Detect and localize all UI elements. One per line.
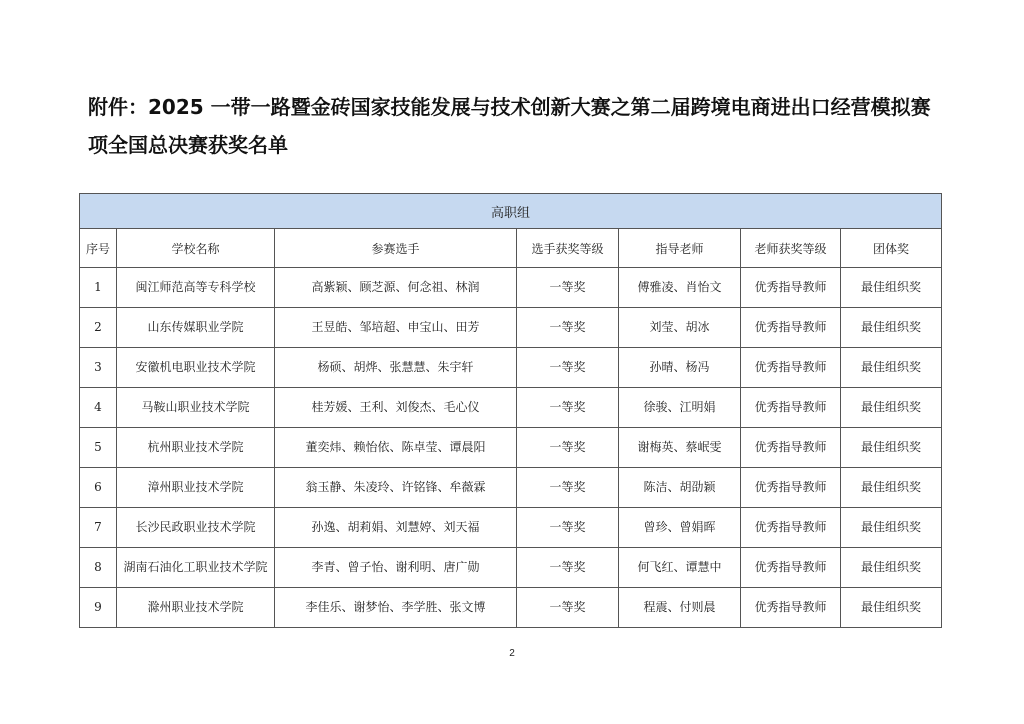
school-name: 长沙民政职业技术学院 bbox=[117, 508, 275, 548]
student-award: 一等奖 bbox=[517, 548, 619, 588]
student-award: 一等奖 bbox=[517, 308, 619, 348]
teacher-award: 优秀指导教师 bbox=[741, 308, 841, 348]
school-name: 湖南石油化工职业技术学院 bbox=[117, 548, 275, 588]
team-award: 最佳组织奖 bbox=[841, 268, 942, 308]
teachers: 陈洁、胡劭颖 bbox=[619, 468, 741, 508]
student-award: 一等奖 bbox=[517, 348, 619, 388]
teacher-award: 优秀指导教师 bbox=[741, 268, 841, 308]
student-award: 一等奖 bbox=[517, 508, 619, 548]
school-name: 山东传媒职业学院 bbox=[117, 308, 275, 348]
table-row bbox=[80, 588, 942, 628]
team-award: 最佳组织奖 bbox=[841, 388, 942, 428]
teachers: 孙晴、杨冯 bbox=[619, 348, 741, 388]
header-no: 序号 bbox=[80, 229, 117, 268]
students: 王昱皓、邹培超、申宝山、田芳 bbox=[275, 308, 517, 348]
row-number: 4 bbox=[80, 388, 117, 428]
column-header-row bbox=[80, 229, 942, 268]
team-award: 最佳组织奖 bbox=[841, 428, 942, 468]
teacher-award: 优秀指导教师 bbox=[741, 508, 841, 548]
table-row bbox=[80, 468, 942, 508]
student-award: 一等奖 bbox=[517, 388, 619, 428]
student-award: 一等奖 bbox=[517, 468, 619, 508]
teachers: 谢梅英、蔡岷雯 bbox=[619, 428, 741, 468]
row-number: 2 bbox=[80, 308, 117, 348]
table-row bbox=[80, 388, 942, 428]
students: 翁玉静、朱凌玲、许铭锋、牟薇霖 bbox=[275, 468, 517, 508]
team-award: 最佳组织奖 bbox=[841, 468, 942, 508]
student-award: 一等奖 bbox=[517, 428, 619, 468]
team-award: 最佳组织奖 bbox=[841, 588, 942, 628]
students: 杨硕、胡烨、张慧慧、朱宇轩 bbox=[275, 348, 517, 388]
header-teacher-award: 老师获奖等级 bbox=[741, 229, 841, 268]
students: 李青、曾子怡、谢利明、唐广勋 bbox=[275, 548, 517, 588]
table-row bbox=[80, 308, 942, 348]
page-number: 2 bbox=[509, 648, 515, 659]
school-name: 漳州职业技术学院 bbox=[117, 468, 275, 508]
teachers: 何飞红、谭慧中 bbox=[619, 548, 741, 588]
table-row bbox=[80, 428, 942, 468]
teacher-award: 优秀指导教师 bbox=[741, 388, 841, 428]
header-school: 学校名称 bbox=[117, 229, 275, 268]
teachers: 程震、付则晨 bbox=[619, 588, 741, 628]
table-row bbox=[80, 548, 942, 588]
teacher-award: 优秀指导教师 bbox=[741, 348, 841, 388]
table-row bbox=[80, 508, 942, 548]
school-name: 闽江师范高等专科学校 bbox=[117, 268, 275, 308]
teachers: 刘莹、胡冰 bbox=[619, 308, 741, 348]
team-award: 最佳组织奖 bbox=[841, 308, 942, 348]
school-name: 滁州职业技术学院 bbox=[117, 588, 275, 628]
team-award: 最佳组织奖 bbox=[841, 508, 942, 548]
students: 桂芳媛、王利、刘俊杰、毛心仪 bbox=[275, 388, 517, 428]
teacher-award: 优秀指导教师 bbox=[741, 548, 841, 588]
header-students: 参赛选手 bbox=[275, 229, 517, 268]
school-name: 杭州职业技术学院 bbox=[117, 428, 275, 468]
row-number: 1 bbox=[80, 268, 117, 308]
team-award: 最佳组织奖 bbox=[841, 548, 942, 588]
group-title: 高职组 bbox=[80, 194, 942, 229]
students: 孙逸、胡莉娟、刘慧婷、刘天福 bbox=[275, 508, 517, 548]
teachers: 曾珍、曾娟晖 bbox=[619, 508, 741, 548]
teacher-award: 优秀指导教师 bbox=[741, 588, 841, 628]
school-name: 马鞍山职业技术学院 bbox=[117, 388, 275, 428]
students: 高紫颖、顾芝源、何念祖、林润 bbox=[275, 268, 517, 308]
group-header-row bbox=[80, 194, 942, 229]
school-name: 安徽机电职业技术学院 bbox=[117, 348, 275, 388]
header-team-award: 团体奖 bbox=[841, 229, 942, 268]
row-number: 9 bbox=[80, 588, 117, 628]
teachers: 傅雅凌、肖怡文 bbox=[619, 268, 741, 308]
row-number: 3 bbox=[80, 348, 117, 388]
teacher-award: 优秀指导教师 bbox=[741, 428, 841, 468]
row-number: 8 bbox=[80, 548, 117, 588]
teacher-award: 优秀指导教师 bbox=[741, 468, 841, 508]
students: 董奕炜、赖怡依、陈卓莹、谭晨阳 bbox=[275, 428, 517, 468]
table-row bbox=[80, 348, 942, 388]
student-award: 一等奖 bbox=[517, 268, 619, 308]
header-teachers: 指导老师 bbox=[619, 229, 741, 268]
awards-table bbox=[79, 193, 942, 628]
header-student-award: 选手获奖等级 bbox=[517, 229, 619, 268]
row-number: 6 bbox=[80, 468, 117, 508]
document-title: 附件：2025 一带一路暨金砖国家技能发展与技术创新大赛之第二届跨境电商进出口经营模拟赛项全国总决赛获奖名单 bbox=[88, 95, 931, 157]
table-row bbox=[80, 268, 942, 308]
teachers: 徐骏、江明娟 bbox=[619, 388, 741, 428]
student-award: 一等奖 bbox=[517, 588, 619, 628]
row-number: 5 bbox=[80, 428, 117, 468]
students: 李佳乐、谢梦怡、李学胜、张文博 bbox=[275, 588, 517, 628]
team-award: 最佳组织奖 bbox=[841, 348, 942, 388]
row-number: 7 bbox=[80, 508, 117, 548]
